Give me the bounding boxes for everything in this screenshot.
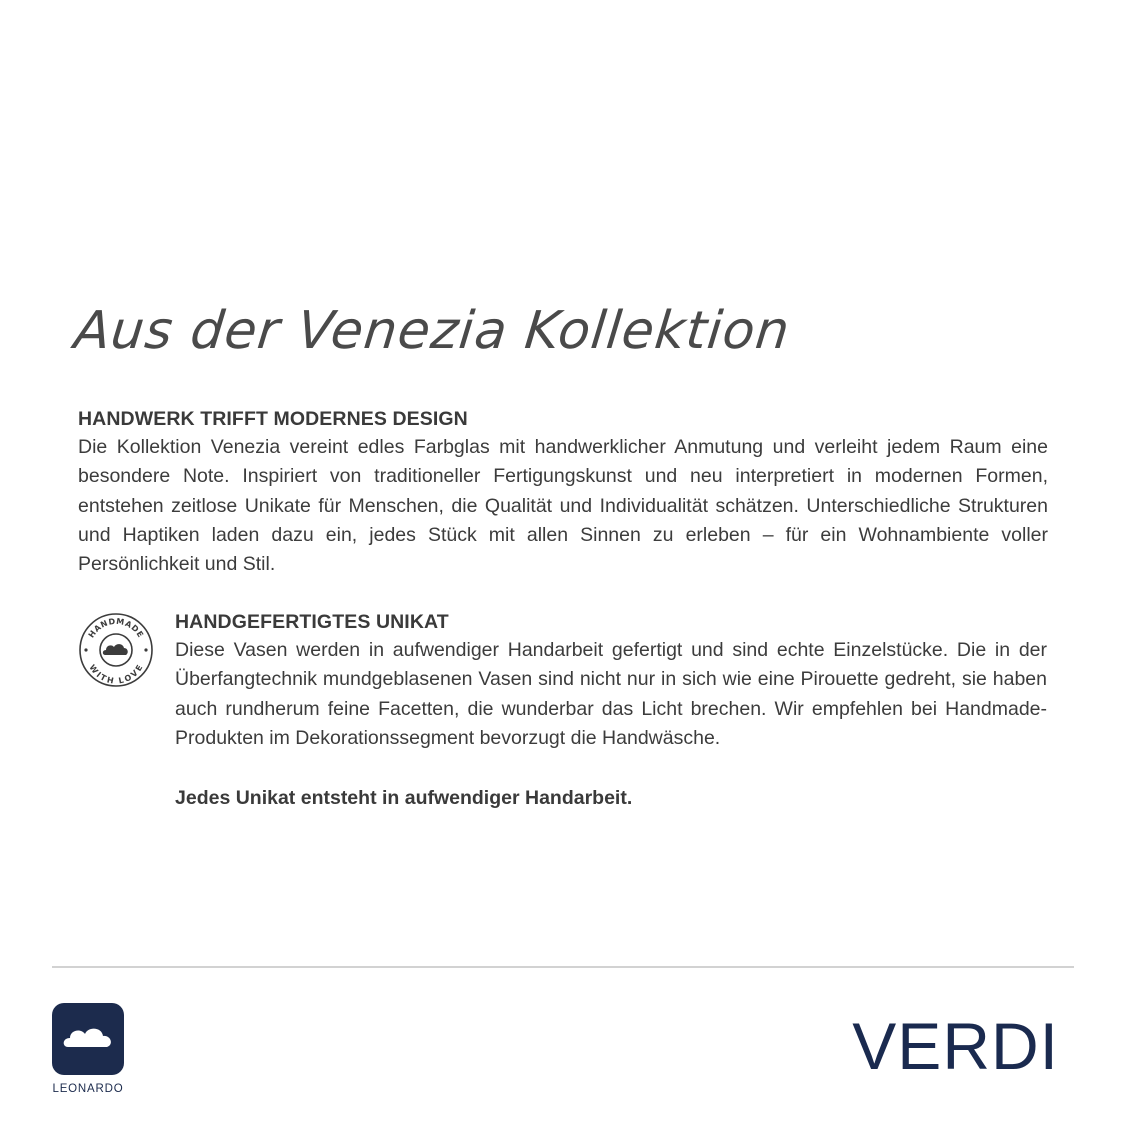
- badge-top-text: HANDMADE: [86, 616, 146, 640]
- unikat-section: [175, 608, 1047, 753]
- unikat-heading: HANDGEFERTIGTES UNIKAT: [175, 611, 449, 633]
- cloud-icon: [103, 644, 128, 655]
- badge-bottom-text: WITH LOVE: [87, 662, 145, 686]
- leonardo-label: LEONARDO: [52, 1083, 124, 1095]
- design-heading: HANDWERK TRIFFT MODERNES DESIGN: [78, 408, 468, 430]
- leonardo-logo: [52, 1003, 124, 1075]
- design-section: [78, 405, 1048, 579]
- unikat-paragraph: Diese Vasen werden in aufwendiger Handarbeit gefertigt und sind echte Einzelstücke. Die in der Überfangtechnik mundgeblasenen Vasen sind nicht nur in sich wie eine Pirouette gedreht, sie haben auch rundherum feine Facetten, die wunderbar das Licht brechen. Wir empfehlen bei Handmade-Produkten im Dekorationssegment bevorzugt die Handwäsche.: [175, 639, 1047, 749]
- collection-script-title: [71, 280, 793, 390]
- footer-divider: [52, 966, 1074, 968]
- handmade-badge: [78, 612, 154, 688]
- unikat-note: Jedes Unikat entsteht in aufwendiger Handarbeit.: [175, 787, 633, 809]
- design-paragraph: Die Kollektion Venezia vereint edles Farbglas mit handwerklicher Anmutung und verleiht jedem Raum eine besondere Note. Inspiriert von traditioneller Fertigungskunst und neu interpretiert in modernen Formen, entstehen zeitlose Unikate für Menschen, die Qualität und Individualität schätzen. Unterschiedliche Strukturen und Haptiken laden dazu ein, jedes Stück mit allen Sinnen zu erleben – für ein Wohnambiente voller Persönlichkeit und Stil.: [78, 436, 1048, 576]
- collection-script-title-text: Aus der Venezia Kollektion: [71, 301, 793, 361]
- brand-name: VERDI: [852, 1009, 1059, 1083]
